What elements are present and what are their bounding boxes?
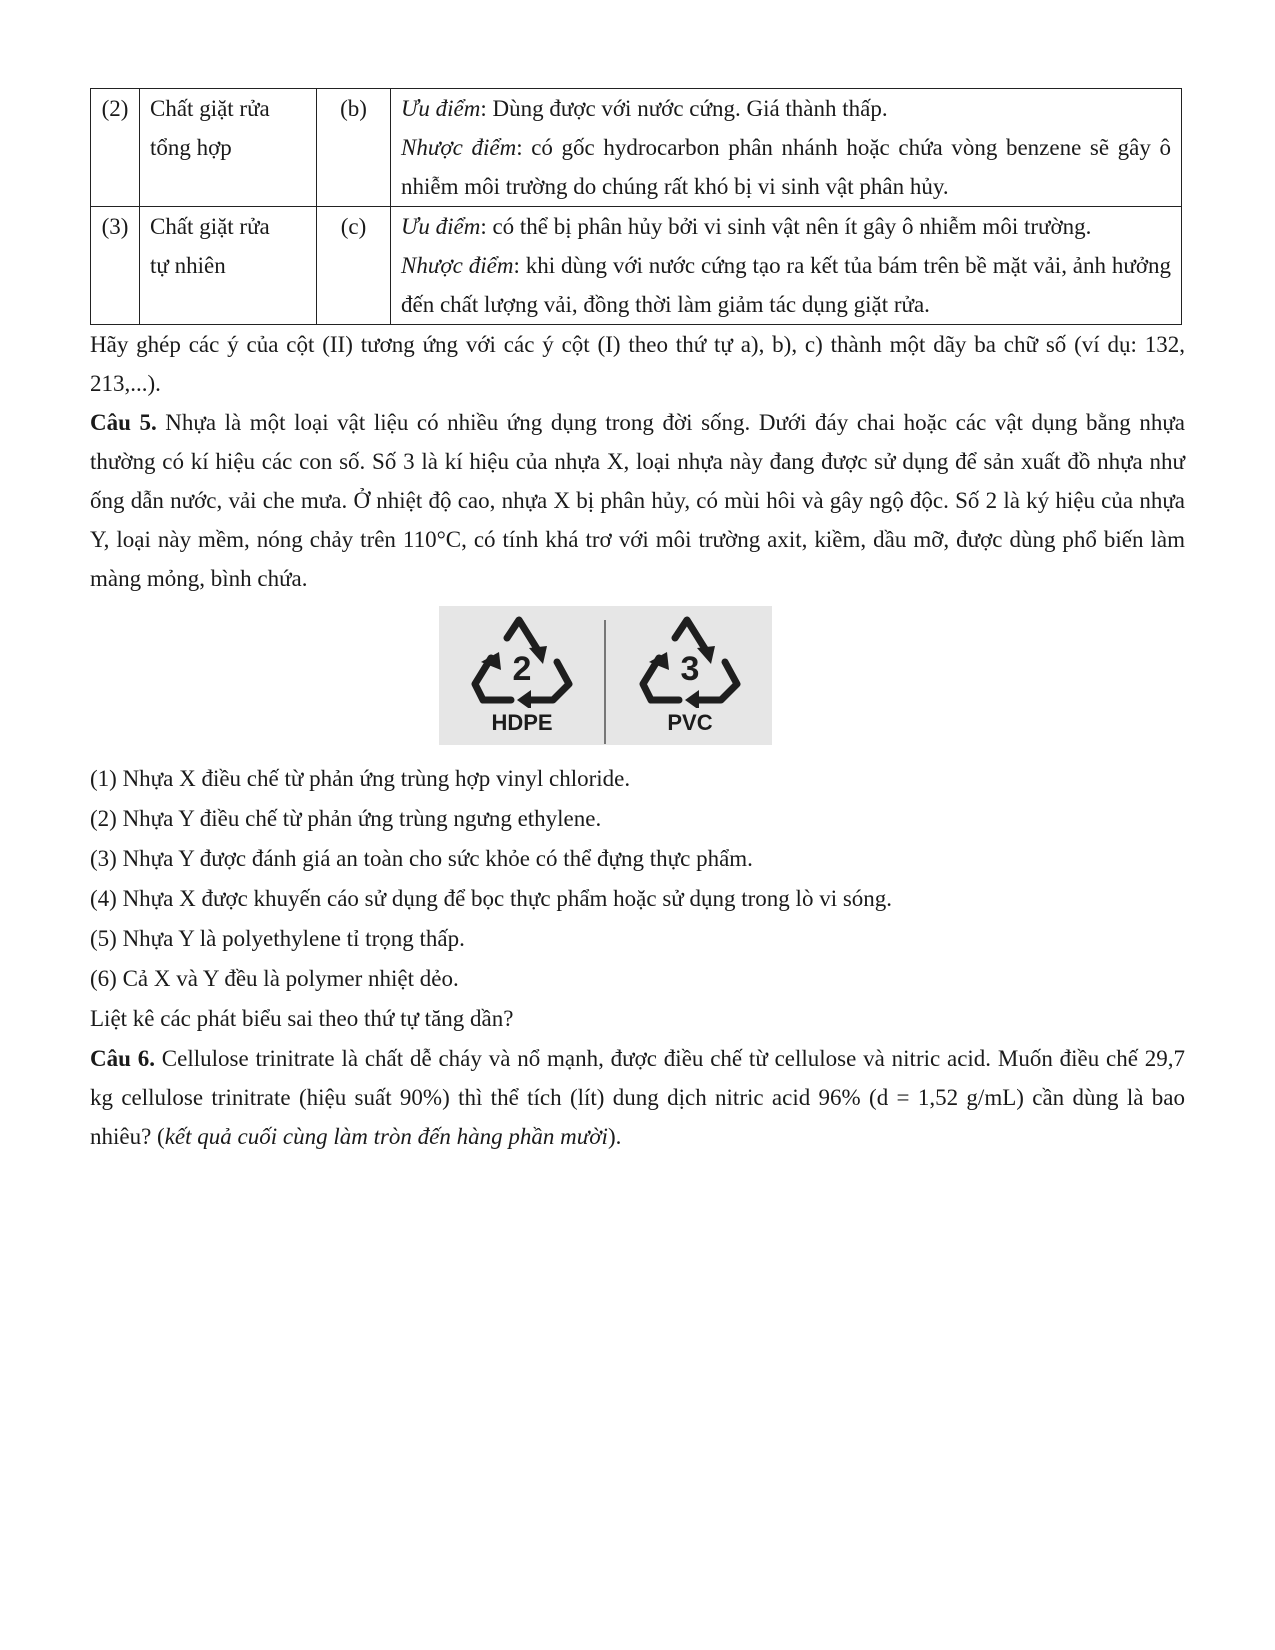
document-page <box>90 88 1185 1156</box>
question-text: Nhựa là một loại vật liệu có nhiều ứng dụng trong đời sống. Dưới đáy chai hoặc các vật dụng bằng nhựa thường có kí hiệu các con số. Số 3 là kí hiệu của nhựa X, loại nhựa này đang được sử dụng để sản xuất đồ nhựa như ống dẫn nước, vải che mưa. Ở nhiệt độ cao, nhựa X bị phân hủy, có mùi hôi và gây ngộ độc. Số 2 là ký hiệu của nhựa Y, loại này mềm, nóng chảy trên 110°C, có tính khá trơ với môi trường axit, kiềm, dầu mỡ, được dùng phổ biến làm màng mỏng, bình chứa. <box>90 410 1186 591</box>
disadvantage-label: Nhược điểm <box>401 253 514 278</box>
detergent-name <box>140 207 317 325</box>
question-text: Cellulose trinitrate là chất dễ cháy và nổ mạnh, được điều chế từ cellulose và nitric acid. Muốn điều chế 29,7 kg cellulose trinitrate (hiệu suất 90%) thì thể tích (lít) dung dịch nitric acid 96% (d = 1,52 g/mL) cần dùng là bao nhiêu? ( <box>90 1046 1185 1149</box>
advantage <box>401 207 1171 246</box>
statement-item: (4) Nhựa X được khuyến cáo sử dụng để bọc thực phẩm hoặc sử dụng trong lò vi sóng. <box>90 886 893 911</box>
resin-code-label: PVC <box>667 710 713 735</box>
advantage-label: Ưu điểm <box>401 214 481 239</box>
advantage-text: : có thể bị phân hủy bởi vi sinh vật nên ít gây ô nhiễm môi trường. <box>480 214 1092 239</box>
name-line: Chất giặt rửa <box>150 96 270 121</box>
properties-cell <box>391 89 1182 207</box>
detergent-table <box>90 88 1182 325</box>
name-line: tự nhiên <box>150 253 226 278</box>
rounding-note: kết quả cuối cùng làm tròn đến hàng phần mười <box>164 1124 608 1149</box>
disadvantage <box>401 128 1171 206</box>
advantage-text: : Dùng được với nước cứng. Giá thành thấp. <box>480 96 888 121</box>
disadvantage <box>401 246 1171 324</box>
symbol-number: 2 <box>512 650 532 688</box>
statement-item: (2) Nhựa Y điều chế từ phản ứng trùng ngưng ethylene. <box>90 806 602 831</box>
statement-item: (5) Nhựa Y là polyethylene tỉ trọng thấp. <box>90 926 465 951</box>
disadvantage-text: : có gốc hydrocarbon phân nhánh hoặc chứa vòng benzene sẽ gây ô nhiễm môi trường do chúng rất khó bị vi sinh vật phân hủy. <box>401 135 1172 199</box>
statement-list <box>90 759 1185 1039</box>
detergent-name <box>140 89 317 207</box>
symbol-number: 3 <box>680 650 700 688</box>
question-end: ). <box>607 1124 622 1149</box>
resin-code-label: HDPE <box>491 710 553 735</box>
table-row <box>91 207 1182 325</box>
question-label: Câu 5. <box>90 410 157 435</box>
matching-instruction: Hãy ghép các ý của cột (II) tương ứng với các ý cột (I) theo thứ tự a), b), c) thành một dãy ba chữ số (ví dụ: 132, 213,...). <box>90 332 1185 396</box>
disadvantage-text: : khi dùng với nước cứng tạo ra kết tủa bám trên bề mặt vải, ảnh hưởng đến chất lượng vải, đồng thời làm giảm tác dụng giặt rửa. <box>401 253 1172 317</box>
advantage-label: Ưu điểm <box>401 96 481 121</box>
row-number: (3) <box>91 207 140 325</box>
row-letter: (c) <box>317 207 391 325</box>
recycle-symbol-hdpe <box>467 612 577 708</box>
statement-item: (6) Cả X và Y đều là polymer nhiệt dẻo. <box>90 966 459 991</box>
statement-item: (3) Nhựa Y được đánh giá an toàn cho sức khỏe có thể đựng thực phẩm. <box>90 846 753 871</box>
row-letter: (b) <box>317 89 391 207</box>
recycle-symbol-pvc <box>635 612 745 708</box>
question-label: Câu 6. <box>90 1046 155 1071</box>
properties-cell <box>391 207 1182 325</box>
recycle-triangle-icon <box>467 612 577 708</box>
question-5 <box>90 403 1185 598</box>
statement-item: (1) Nhựa X điều chế từ phản ứng trùng hợp vinyl chloride. <box>90 766 631 791</box>
name-line: tổng hợp <box>150 135 232 160</box>
name-line: Chất giặt rửa <box>150 214 270 239</box>
figure-divider <box>604 620 606 744</box>
table-row <box>91 89 1182 207</box>
recycling-symbols-figure <box>439 606 772 745</box>
question-prompt: Liệt kê các phát biểu sai theo thứ tự tăng dần? <box>90 1006 514 1031</box>
advantage <box>401 89 1171 128</box>
row-number: (2) <box>91 89 140 207</box>
disadvantage-label: Nhược điểm <box>401 135 517 160</box>
recycle-triangle-icon <box>635 612 745 708</box>
question-6 <box>90 1039 1185 1156</box>
